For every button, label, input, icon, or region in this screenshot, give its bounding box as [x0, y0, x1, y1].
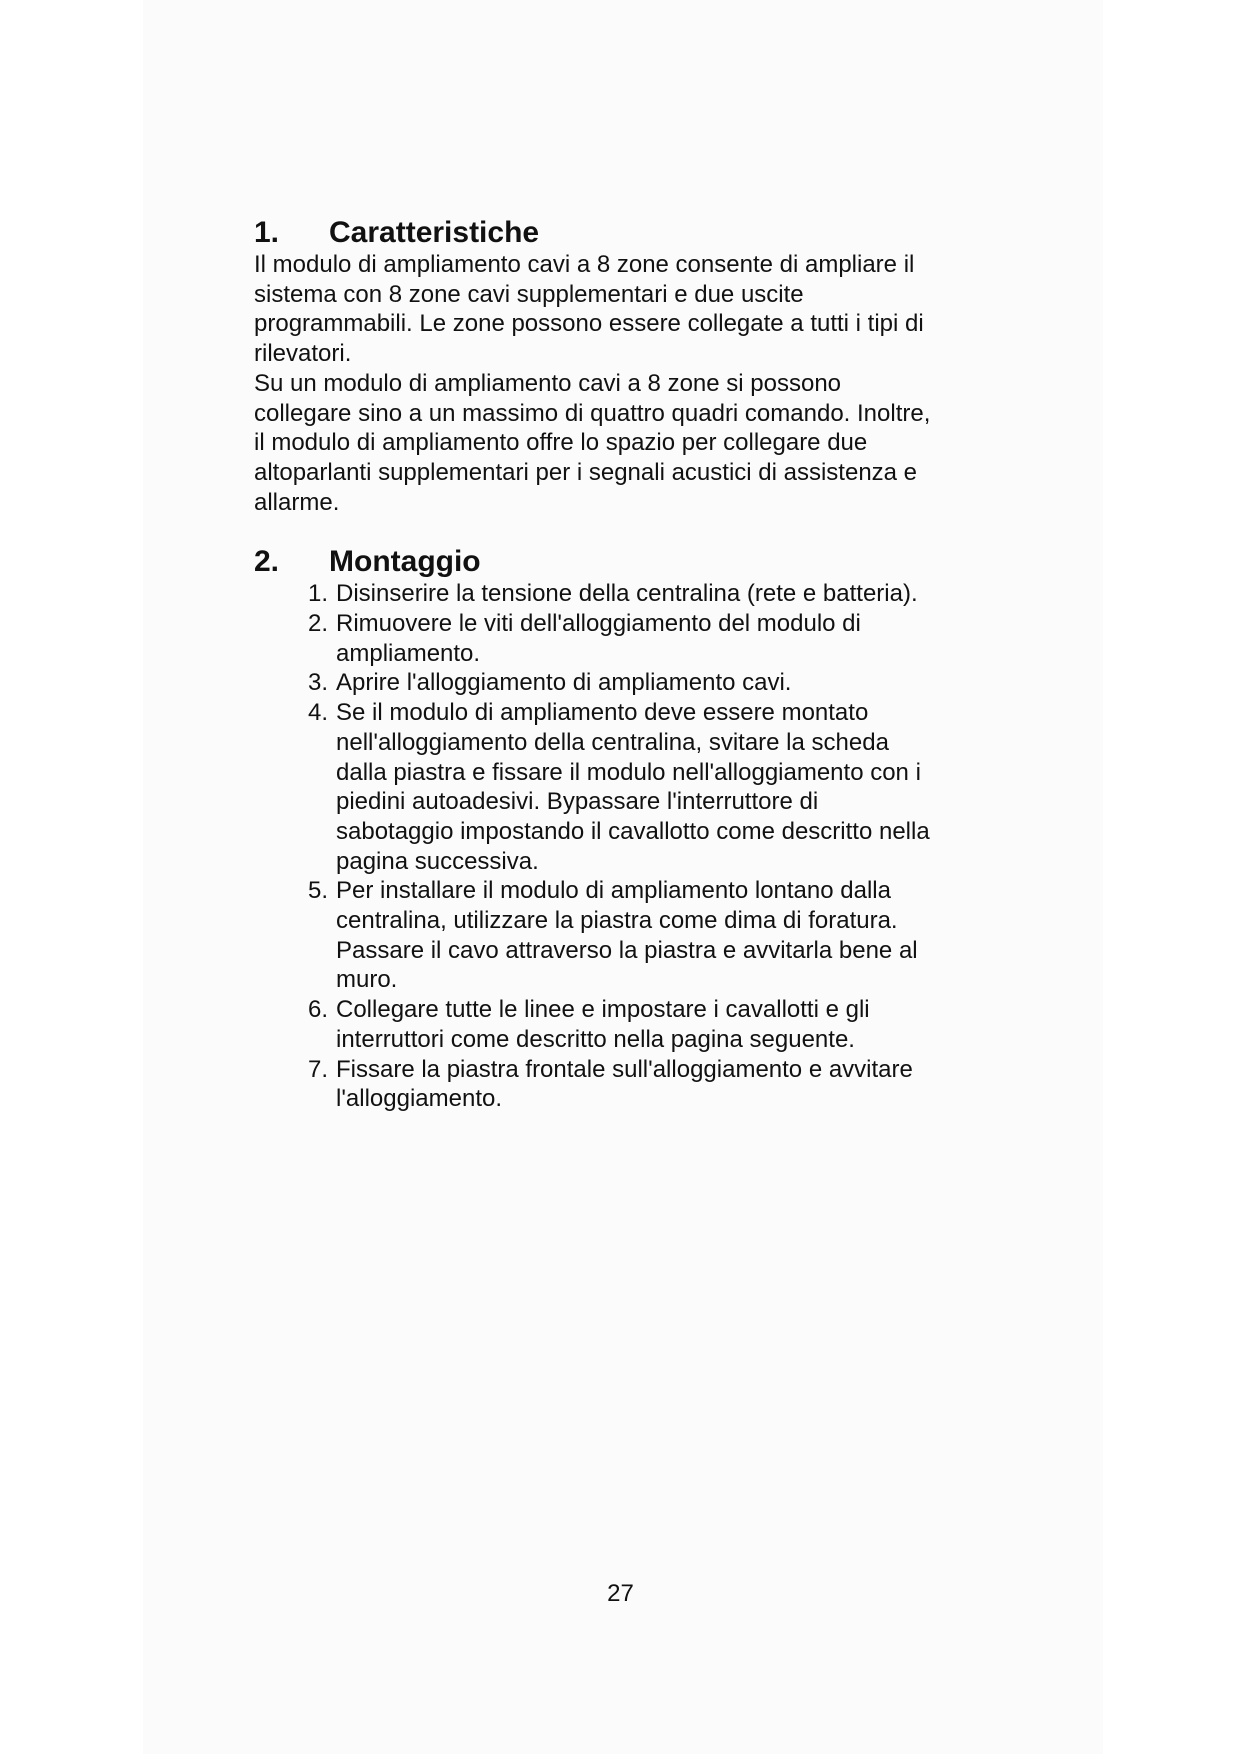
paragraph-line: rilevatori.: [254, 340, 352, 368]
section-number: 1.: [254, 216, 280, 249]
steps-list: [254, 579, 1014, 1114]
step-line: Per installare il modulo di ampliamento lontano dalla: [336, 877, 891, 905]
section-title: Montaggio: [329, 545, 481, 579]
list-item: [254, 1055, 1014, 1114]
paragraph-line: programmabili. Le zone possono essere collegate a tutti i tipi di: [254, 310, 924, 338]
step-line: interruttori come descritto nella pagina seguente.: [336, 1025, 855, 1053]
section-title: Caratteristiche: [329, 216, 540, 249]
step-number: 2.: [307, 610, 328, 638]
section-montaggio: [254, 545, 1014, 1114]
step-number: 5.: [307, 877, 328, 905]
list-item: [254, 698, 1014, 876]
step-number: 4.: [307, 699, 328, 727]
step-number: 6.: [307, 996, 328, 1024]
section-heading: [254, 545, 1014, 579]
step-text: [336, 668, 1014, 698]
step-line: ampliamento.: [336, 639, 481, 667]
step-line: Se il modulo di ampliamento deve essere montato: [336, 699, 869, 727]
step-text: [336, 995, 1014, 1054]
section-paragraph: [254, 250, 1014, 517]
step-text: [336, 579, 1014, 609]
step-line: Rimuovere le viti dell'alloggiamento del modulo di: [336, 610, 861, 638]
step-line: l'alloggiamento.: [336, 1085, 503, 1113]
list-item: [254, 995, 1014, 1054]
step-text: [336, 698, 1014, 876]
step-line: muro.: [336, 966, 398, 994]
list-item: [254, 609, 1014, 668]
step-text: [336, 609, 1014, 668]
paragraph-line: il modulo di ampliamento offre lo spazio per collegare due: [254, 429, 868, 457]
step-number: 3.: [307, 669, 328, 697]
step-number: 7.: [307, 1055, 328, 1083]
step-line: Aprire l'alloggiamento di ampliamento cavi.: [336, 669, 792, 697]
section-number: 2.: [254, 545, 280, 579]
paragraph-line: collegare sino a un massimo di quattro quadri comando. Inoltre,: [254, 399, 931, 427]
step-text: [336, 1055, 1014, 1114]
step-line: Fissare la piastra frontale sull'alloggiamento e avvitare: [336, 1055, 913, 1083]
paragraph-line: Su un modulo di ampliamento cavi a 8 zone si possono: [254, 369, 842, 397]
list-item: [254, 579, 1014, 609]
paragraph-line: sistema con 8 zone cavi supplementari e due uscite: [254, 280, 804, 308]
step-number: 1.: [307, 580, 328, 608]
step-line: nell'alloggiamento della centralina, svitare la scheda: [336, 728, 889, 756]
step-line: Passare il cavo attraverso la piastra e avvitarla bene al: [336, 936, 918, 964]
paragraph-line: Il modulo di ampliamento cavi a 8 zone consente di ampliare il: [254, 251, 915, 278]
step-line: dalla piastra e fissare il modulo nell'alloggiamento con i: [336, 758, 921, 786]
step-line: Disinserire la tensione della centralina (rete e batteria).: [336, 580, 918, 608]
document-content: [254, 216, 1014, 1114]
list-item: [254, 876, 1014, 995]
paragraph-line: allarme.: [254, 488, 340, 516]
step-line: Collegare tutte le linee e impostare i cavallotti e gli: [336, 996, 870, 1024]
step-line: sabotaggio impostando il cavallotto come descritto nella: [336, 817, 930, 845]
step-line: piedini autoadesivi. Bypassare l'interruttore di: [336, 788, 819, 816]
section-heading: [254, 216, 1014, 250]
step-line: pagina successiva.: [336, 847, 539, 875]
step-line: centralina, utilizzare la piastra come dima di foratura.: [336, 907, 898, 935]
section-caratteristiche: [254, 216, 1014, 517]
step-text: [336, 876, 1014, 995]
list-item: [254, 668, 1014, 698]
page-number: 27: [607, 1580, 634, 1607]
paragraph-line: altoparlanti supplementari per i segnali acustici di assistenza e: [254, 458, 918, 486]
